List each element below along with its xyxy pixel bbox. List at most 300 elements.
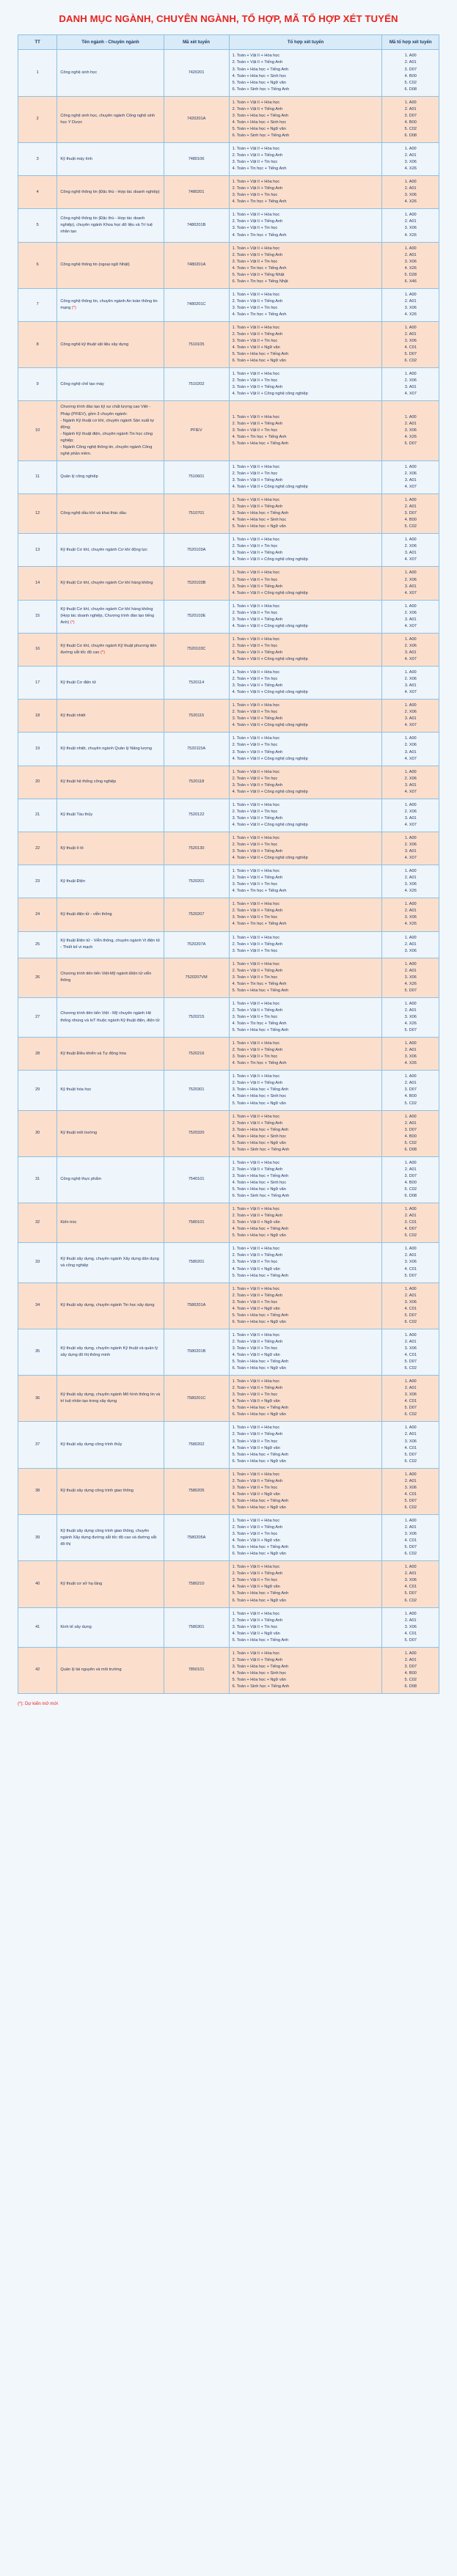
cell-admission-code: 7520103C — [164, 633, 229, 666]
combination-code-line: 3. A01 — [404, 477, 417, 482]
combination-line: 2. Toán + Vật lí + Tin học — [232, 776, 278, 781]
combination-line: 1. Toán + Vật lí + Hóa học — [232, 570, 280, 576]
combination-line: 4. Toán + Vật lí + Ngữ văn — [232, 345, 280, 351]
cell-admission-code: 7580101 — [164, 1203, 229, 1243]
combination-line: 5. Toán + Hóa học + Tiếng Anh — [232, 1028, 289, 1033]
combination-line: 3. Toán + Vật lí + Tin học — [232, 1015, 278, 1019]
combination-line: 2. Toán + Vật lí + Tiếng Anh — [232, 219, 283, 224]
cell-subject-combinations — [229, 567, 382, 600]
combination-code-line: 4. B00 — [404, 73, 417, 78]
major-name-line: Kỹ thuật Điện tử - Viễn thông, chuyên ngành Vi điện tử - Thiết kế vi mạch — [60, 939, 161, 950]
cell-row-number: 34 — [18, 1283, 57, 1329]
cell-subject-combinations — [229, 242, 382, 288]
combination-line: 4. Toán + Tin học + Tiếng Anh — [232, 981, 287, 986]
cell-row-number: 13 — [18, 534, 57, 567]
cell-major-name — [57, 567, 164, 600]
major-name-line: Kỹ thuật hóa học — [60, 1087, 92, 1093]
combination-line: 1. Toán + Vật lí + Hóa học — [232, 372, 280, 377]
combination-line: 3. Toán + Vật lí + Tin học — [232, 975, 278, 980]
major-name-line: Kỹ thuật điện tử - viễn thông — [60, 911, 112, 917]
table-row — [18, 567, 439, 600]
combination-line: 4. Toán + Hóa học + Sinh học — [232, 73, 287, 78]
cell-subject-combinations — [229, 733, 382, 766]
combination-line: 4. Toán + Vật lí + Công nghệ công nghiệp — [232, 822, 308, 827]
combination-line: 2. Toán + Vật lí + Tiếng Anh — [232, 1657, 283, 1662]
cell-row-number: 24 — [18, 898, 57, 931]
table-row — [18, 667, 439, 700]
cell-admission-code: 7480201C — [164, 288, 229, 321]
combination-code-line: 2. A01 — [404, 942, 417, 947]
combination-line: 3. Toán + Vật lí + Tiếng Anh — [232, 584, 283, 589]
combination-line: 4. Toán + Hóa học + Sinh học — [232, 1134, 287, 1139]
combination-code-line: 1. A00 — [404, 1472, 417, 1477]
combination-line: 2. Toán + Vật lí + Tiếng Anh — [232, 1167, 283, 1172]
combination-code-line: 6. C02 — [404, 1505, 417, 1510]
table-row — [18, 1038, 439, 1071]
cell-major-name — [57, 1110, 164, 1156]
combination-code-line: 1. A00 — [404, 736, 417, 741]
combination-line: 1. Toán + Vật lí + Hóa học — [232, 869, 280, 874]
admissions-table — [18, 34, 439, 1695]
combination-code-line: 3. D07 — [404, 1173, 417, 1178]
combination-line: 3. Toán + Vật lí + Tin học — [232, 1532, 278, 1537]
cell-admission-code: 7420201 — [164, 50, 229, 96]
cell-row-number: 7 — [18, 288, 57, 321]
combination-line: 2. Toán + Vật lí + Tiếng Anh — [232, 1478, 283, 1483]
combination-code-line: 4. C01 — [404, 1538, 417, 1544]
combination-code-line: 2. X06 — [404, 710, 417, 715]
combination-code-line: 3. A01 — [404, 782, 417, 788]
combination-line: 3. Toán + Vật lí + Tiếng Anh — [232, 815, 283, 821]
cell-major-name — [57, 1283, 164, 1329]
combination-code-line: 1. A00 — [404, 835, 417, 840]
combination-code-line: 3. A01 — [404, 815, 417, 821]
header-row — [18, 34, 439, 50]
combination-code-line: 5. C02 — [404, 1101, 417, 1106]
combination-line: 1. Toán + Vật lí + Hóa học — [232, 180, 280, 185]
combination-code-line: 6. D08 — [404, 1147, 417, 1152]
table-row — [18, 931, 439, 958]
combination-code-line: 5. C02 — [404, 80, 417, 85]
table-row — [18, 1071, 439, 1110]
combination-code-line: 4. X07 — [404, 856, 417, 861]
cell-combination-codes — [382, 931, 439, 958]
combination-line: 2. Toán + Vật lí + Tin học — [232, 677, 278, 682]
cell-row-number: 33 — [18, 1243, 57, 1283]
cell-combination-codes — [382, 209, 439, 242]
cell-major-name — [57, 1156, 164, 1203]
combination-code-line: 1. A00 — [404, 372, 417, 377]
combination-line: 1. Toán + Vật lí + Hóa học — [232, 835, 280, 840]
combination-line: 6. Toán + Hóa học + Ngữ văn — [232, 1319, 286, 1324]
combination-line: 4. Toán + Vật lí + Ngữ văn — [232, 1585, 280, 1590]
combination-line: 2. Toán + Vật lí + Tiếng Anh — [232, 106, 283, 111]
table-row — [18, 1283, 439, 1329]
cell-row-number: 11 — [18, 460, 57, 493]
cell-admission-code: 7520207 — [164, 898, 229, 931]
cell-major-name — [57, 1647, 164, 1693]
combination-code-line: 1. A00 — [404, 180, 417, 185]
combination-code-line: 3. A01 — [404, 551, 417, 556]
combination-code-line: 4. X07 — [404, 485, 417, 489]
combination-code-line: 1. A00 — [404, 935, 417, 940]
cell-combination-codes — [382, 633, 439, 666]
combination-code-line: 1. A00 — [404, 1114, 417, 1119]
cell-subject-combinations — [229, 1203, 382, 1243]
new-major-marker: (*) — [99, 650, 105, 655]
combination-line: 1. Toán + Vật lí + Hóa học — [232, 670, 280, 675]
combination-code-line: 3. X06 — [404, 1485, 417, 1490]
combination-code-line: 1. A00 — [404, 1041, 417, 1046]
combination-code-line: 6. X46 — [404, 279, 417, 284]
combination-code-line: 3. D07 — [404, 1127, 417, 1132]
combination-line: 4. Toán + Hóa học + Sinh học — [232, 1180, 287, 1185]
table-row — [18, 766, 439, 799]
combination-line: 2. Toán + Vật lí + Tiếng Anh — [232, 1253, 283, 1258]
combination-line: 6. Toán + Sinh học + Tiếng Anh — [232, 87, 290, 92]
combination-code-line: 5. D07 — [404, 1359, 417, 1365]
cell-subject-combinations — [229, 209, 382, 242]
cell-combination-codes — [382, 50, 439, 96]
combination-code-line: 2. A01 — [404, 1293, 417, 1298]
combination-line: 3. Toán + Vật lí + Tiếng Anh — [232, 477, 283, 482]
cell-combination-codes — [382, 1561, 439, 1607]
combination-code-line: 2. A01 — [404, 106, 417, 111]
table-container — [0, 34, 457, 1695]
combination-line: 1. Toán + Vật lí + Hóa học — [232, 902, 280, 907]
combination-code-line: 4. X26 — [404, 981, 417, 986]
cell-combination-codes — [382, 242, 439, 288]
cell-subject-combinations — [229, 1243, 382, 1283]
combination-line: 3. Toán + Vật lí + Tiếng Anh — [232, 683, 283, 689]
cell-row-number: 32 — [18, 1203, 57, 1243]
combination-line: 2. Toán + Vật lí + Tiếng Anh — [232, 1214, 283, 1219]
cell-combination-codes — [382, 898, 439, 931]
combination-line: 1. Toán + Vật lí + Hóa học — [232, 603, 280, 609]
combination-code-line: 4. X26 — [404, 166, 417, 172]
major-name-line: Kỹ thuật môi trường — [60, 1131, 98, 1136]
combination-code-line: 1. A00 — [404, 1074, 417, 1079]
combination-line: 4. Toán + Vật lí + Công nghệ công nghiệp — [232, 485, 308, 489]
major-name-line: Kinh tế xây dựng — [60, 1624, 92, 1629]
cell-major-name — [57, 700, 164, 733]
combination-code-line: 2. X06 — [404, 378, 417, 384]
combination-code-line: 4. X07 — [404, 392, 417, 397]
cell-combination-codes — [382, 1422, 439, 1468]
combination-line: 2. Toán + Vật lí + Tiếng Anh — [232, 60, 283, 65]
cell-admission-code: 7520118 — [164, 766, 229, 799]
combination-code-line: 2. A01 — [404, 298, 417, 304]
cell-subject-combinations — [229, 1647, 382, 1693]
combination-line: 2. Toán + Vật lí + Tin học — [232, 843, 278, 848]
combination-line: 5. Toán + Vật lí + Tiếng Nhật — [232, 272, 285, 277]
combination-line: 3. Toán + Vật lí + Tiếng Anh — [232, 385, 283, 390]
combination-line: 4. Toán + Vật lí + Công nghệ công nghiệp — [232, 789, 308, 794]
combination-line: 1. Toán + Vật lí + Hóa học — [232, 769, 280, 774]
combination-code-line: 3. A01 — [404, 385, 417, 390]
combination-line: 5. Toán + Hóa học + Tiếng Anh — [232, 1498, 289, 1503]
cell-admission-code: 7520130 — [164, 832, 229, 865]
major-name-line: - Ngành Công nghệ thông tin, chuyên ngành Công nghệ phần mềm. — [60, 444, 153, 456]
cell-subject-combinations — [229, 322, 382, 368]
major-name-line: Kỹ thuật nhiệt, chuyên ngành Quản lý Năng lượng — [60, 746, 153, 751]
combination-line: 1. Toán + Vật lí + Hóa học — [232, 1425, 280, 1431]
table-row — [18, 1110, 439, 1156]
cell-row-number: 18 — [18, 700, 57, 733]
combination-line: 2. Toán + Vật lí + Tiếng Anh — [232, 1386, 283, 1391]
combination-code-line: 4. C01 — [404, 345, 417, 351]
cell-major-name — [57, 176, 164, 209]
combination-code-line: 3. A01 — [404, 650, 417, 655]
cell-combination-codes — [382, 534, 439, 567]
combination-line: 4. Toán + Vật lí + Ngữ văn — [232, 1306, 280, 1311]
major-name-line: Công nghệ thông tin, chuyên ngành An toàn thông tin mạng (*) — [60, 298, 158, 310]
combination-code-line: 3. X06 — [404, 915, 417, 920]
combination-code-line: 5. D07 — [404, 1406, 417, 1411]
cell-admission-code: 7580201 — [164, 1243, 229, 1283]
combination-line: 4. Toán + Hóa học + Sinh học — [232, 1094, 287, 1099]
combination-code-line: 4. X26 — [404, 1061, 417, 1066]
combination-code-line: 2. X06 — [404, 610, 417, 615]
combination-line: 6. Toán + Hóa học + Ngữ văn — [232, 1505, 286, 1510]
cell-row-number: 42 — [18, 1647, 57, 1693]
combination-code-line: 3. A01 — [404, 683, 417, 689]
combination-line: 2. Toán + Vật lí + Tiếng Anh — [232, 298, 283, 304]
cell-admission-code: 7580202 — [164, 1422, 229, 1468]
combination-line: 1. Toán + Vật lí + Hóa học — [232, 636, 280, 642]
cell-subject-combinations — [229, 1422, 382, 1468]
combination-line: 6. Toán + Hóa học + Ngữ văn — [232, 1412, 286, 1417]
combination-line: 3. Toán + Hóa học + Tiếng Anh — [232, 511, 289, 516]
cell-major-name — [57, 1243, 164, 1283]
combination-code-line: 4. B00 — [404, 1094, 417, 1099]
combination-code-line: 2. X06 — [404, 776, 417, 781]
combination-line: 2. Toán + Vật lí + Tiếng Anh — [232, 1339, 283, 1344]
combination-code-line: 2. A01 — [404, 252, 417, 257]
cell-admission-code: 7510701 — [164, 494, 229, 534]
cell-major-name — [57, 1607, 164, 1647]
combination-code-line: 1. A00 — [404, 537, 417, 543]
cell-major-name — [57, 1329, 164, 1375]
table-body — [18, 50, 439, 1694]
col-header-admission-code: Mã xét tuyển — [164, 34, 229, 50]
combination-line: 2. Toán + Vật lí + Tiếng Anh — [232, 909, 283, 914]
combination-line: 4. Toán + Vật lí + Ngữ văn — [232, 1538, 280, 1544]
cell-combination-codes — [382, 958, 439, 997]
combination-line: 1. Toán + Vật lí + Hóa học — [232, 1286, 280, 1291]
cell-admission-code: 7520103A — [164, 534, 229, 567]
combination-code-line: 6. D08 — [404, 1684, 417, 1689]
combination-line: 2. Toán + Vật lí + Tiếng Anh — [232, 1008, 283, 1013]
cell-admission-code: 7850101 — [164, 1647, 229, 1693]
combination-code-line: 5. D07 — [404, 1273, 417, 1278]
combination-line: 1. Toán + Vật lí + Hóa học — [232, 736, 280, 741]
combination-code-line: 3. X06 — [404, 882, 417, 887]
combination-line: 1. Toán + Vật lí + Hóa học — [232, 1519, 280, 1523]
cell-major-name — [57, 898, 164, 931]
cell-major-name — [57, 997, 164, 1037]
cell-admission-code: 7480201 — [164, 176, 229, 209]
cell-admission-code: 7480201B — [164, 209, 229, 242]
cell-subject-combinations — [229, 534, 382, 567]
cell-row-number: 38 — [18, 1468, 57, 1514]
cell-row-number: 26 — [18, 958, 57, 997]
cell-subject-combinations — [229, 96, 382, 142]
combination-line: 4. Toán + Vật lí + Công nghệ công nghiệp — [232, 690, 308, 695]
cell-combination-codes — [382, 1329, 439, 1375]
combination-line: 5. Toán + Hóa học + Tiếng Anh — [232, 1591, 289, 1596]
table-row — [18, 997, 439, 1037]
cell-admission-code: 7580301 — [164, 1607, 229, 1647]
combination-line: 6. Toán + Tin học + Tiếng Nhật — [232, 279, 288, 284]
combination-line: 4. Toán + Tin học + Tiếng Anh — [232, 1061, 287, 1066]
table-row — [18, 832, 439, 865]
combination-code-line: 1. A00 — [404, 769, 417, 774]
combination-line: 2. Toán + Vật lí + Tin học — [232, 471, 278, 476]
combination-line: 1. Toán + Vật lí + Hóa học — [232, 935, 280, 940]
cell-row-number: 28 — [18, 1038, 57, 1071]
combination-code-line: 1. A00 — [404, 1519, 417, 1523]
cell-admission-code: 7510601 — [164, 460, 229, 493]
cell-combination-codes — [382, 1515, 439, 1561]
combination-code-line: 4. X07 — [404, 690, 417, 695]
combination-line: 4. Toán + Vật lí + Công nghệ công nghiệp — [232, 656, 308, 661]
major-name-line: - Ngành Kỹ thuật điện, chuyên ngành Tin học công nghiệp; — [60, 431, 153, 443]
combination-line: 3. Toán + Vật lí + Tin học — [232, 226, 278, 231]
major-name-line: Kỹ thuật máy tính — [60, 156, 92, 161]
table-row — [18, 1515, 439, 1561]
cell-combination-codes — [382, 460, 439, 493]
cell-row-number: 41 — [18, 1607, 57, 1647]
combination-code-line: 6. D08 — [404, 1194, 417, 1199]
combination-code-line: 1. A00 — [404, 1425, 417, 1431]
combination-line: 6. Toán + Hóa học + Ngữ văn — [232, 1458, 286, 1464]
combination-line: 3. Toán + Vật lí + Tin học — [232, 1346, 278, 1351]
combination-line: 5. Toán + Hóa học + Ngữ văn — [232, 1101, 286, 1106]
combination-code-line: 4. C01 — [404, 1306, 417, 1311]
combination-line: 2. Toán + Vật lí + Tiếng Anh — [232, 1525, 283, 1530]
combination-line: 3. Toán + Hóa học + Tiếng Anh — [232, 1664, 289, 1669]
combination-line: 3. Toán + Hóa học + Tiếng Anh — [232, 1173, 289, 1178]
combination-line: 6. Toán + Hóa học + Ngữ văn — [232, 1366, 286, 1371]
combination-code-line: 4. X26 — [404, 232, 417, 238]
combination-code-line: 5. C02 — [404, 1677, 417, 1682]
combination-line: 3. Toán + Vật lí + Tin học — [232, 1485, 278, 1490]
combination-line: 1. Toán + Vật lí + Hóa học — [232, 54, 280, 59]
combination-code-line: 1. A00 — [404, 603, 417, 609]
cell-combination-codes — [382, 1647, 439, 1693]
combination-code-line: 1. A00 — [404, 54, 417, 59]
combination-line: 4. Toán + Vật lí + Công nghệ công nghiệp — [232, 590, 308, 595]
cell-combination-codes — [382, 766, 439, 799]
combination-line: 4. Toán + Vật lí + Ngữ văn — [232, 1631, 280, 1636]
cell-subject-combinations — [229, 1607, 382, 1647]
combination-code-line: 3. X06 — [404, 1578, 417, 1583]
combination-line: 5. Toán + Hóa học + Tiếng Anh — [232, 1273, 289, 1278]
combination-code-line: 5. D07 — [404, 1498, 417, 1503]
cell-admission-code: 7520207A — [164, 931, 229, 958]
combination-line: 6. Toán + Hóa học + Ngữ văn — [232, 1598, 286, 1603]
combination-code-line: 2. A01 — [404, 876, 417, 881]
combination-line: 3. Toán + Vật lí + Tiếng Anh — [232, 650, 283, 655]
combination-code-line: 1. A00 — [404, 703, 417, 708]
major-name-line: Kiến trúc — [60, 1220, 77, 1225]
cell-admission-code: 7580210 — [164, 1561, 229, 1607]
cell-subject-combinations — [229, 176, 382, 209]
combination-line: 3. Toán + Vật lí + Ngữ văn — [232, 1220, 280, 1225]
cell-combination-codes — [382, 176, 439, 209]
combination-code-line: 6. C02 — [404, 1552, 417, 1557]
combination-code-line: 1. A00 — [404, 246, 417, 251]
table-row — [18, 176, 439, 209]
table-row — [18, 1561, 439, 1607]
cell-combination-codes — [382, 1110, 439, 1156]
combination-line: 2. Toán + Vật lí + Tiếng Anh — [232, 1618, 283, 1623]
cell-admission-code: 7580205 — [164, 1468, 229, 1514]
combination-line: 3. Toán + Vật lí + Tin học — [232, 339, 278, 344]
combination-code-line: 3. X06 — [404, 305, 417, 310]
table-row — [18, 600, 439, 633]
cell-admission-code: 7510202 — [164, 368, 229, 401]
combination-code-line: 2. A01 — [404, 504, 417, 510]
combination-line: 3. Toán + Vật lí + Tiếng Anh — [232, 749, 283, 755]
combination-code-line: 1. A00 — [404, 1379, 417, 1384]
combination-code-line: 3. D07 — [404, 1087, 417, 1093]
combination-line: 2. Toán + Vật lí + Tin học — [232, 610, 278, 615]
cell-combination-codes — [382, 401, 439, 460]
combination-code-line: 3. D07 — [404, 67, 417, 72]
combination-code-line: 4. B00 — [404, 1670, 417, 1676]
combination-line: 2. Toán + Vật lí + Tin học — [232, 577, 278, 582]
combination-code-line: 2. A01 — [404, 1618, 417, 1623]
combination-line: 5. Toán + Hóa học + Tiếng Anh — [232, 1637, 289, 1643]
cell-subject-combinations — [229, 1376, 382, 1422]
cell-subject-combinations — [229, 1283, 382, 1329]
major-name-line: Chương trình tiên tiến Việt-Mỹ ngành Điện tử viễn thông — [60, 972, 152, 983]
combination-line: 3. Toán + Vật lí + Tin học — [232, 1260, 278, 1265]
combination-code-line: 3. X06 — [404, 1532, 417, 1537]
cell-row-number: 4 — [18, 176, 57, 209]
cell-combination-codes — [382, 997, 439, 1037]
cell-major-name — [57, 1376, 164, 1422]
combination-line: 3. Toán + Vật lí + Tin học — [232, 915, 278, 920]
combination-code-line: 4. X07 — [404, 723, 417, 728]
cell-major-name — [57, 288, 164, 321]
major-name-line: Công nghệ thông tin (ngoại ngữ Nhật) — [60, 263, 130, 268]
col-header-tt: TT — [18, 34, 57, 50]
combination-line: 1. Toán + Vật lí + Hóa học — [232, 246, 280, 251]
combination-line: 5. Toán + Hóa học + Tiếng Anh — [232, 1359, 289, 1365]
combination-line: 3. Toán + Vật lí + Tiếng Anh — [232, 551, 283, 556]
combination-code-line: 6. C02 — [404, 1458, 417, 1464]
cell-subject-combinations — [229, 1515, 382, 1561]
table-row — [18, 50, 439, 96]
combination-code-line: 4. B00 — [404, 518, 417, 523]
cell-major-name — [57, 1561, 164, 1607]
cell-row-number: 22 — [18, 832, 57, 865]
major-name-line: Công nghệ kỹ thuật vật liệu xây dựng — [60, 342, 129, 347]
cell-major-name — [57, 733, 164, 766]
major-name-line: Chương trình đào tạo kỹ sư chất lượng cao Việt - Pháp (PFIEV), gồm 3 chuyên ngành: — [60, 405, 151, 417]
cell-combination-codes — [382, 1038, 439, 1071]
combination-code-line: 3. X06 — [404, 428, 417, 433]
cell-combination-codes — [382, 1203, 439, 1243]
major-name-line: Kỹ thuật Điện — [60, 878, 85, 884]
cell-major-name — [57, 766, 164, 799]
cell-admission-code: 7520115A — [164, 733, 229, 766]
major-name-line: Kỹ thuật ô tô — [60, 845, 84, 851]
cell-combination-codes — [382, 1376, 439, 1422]
